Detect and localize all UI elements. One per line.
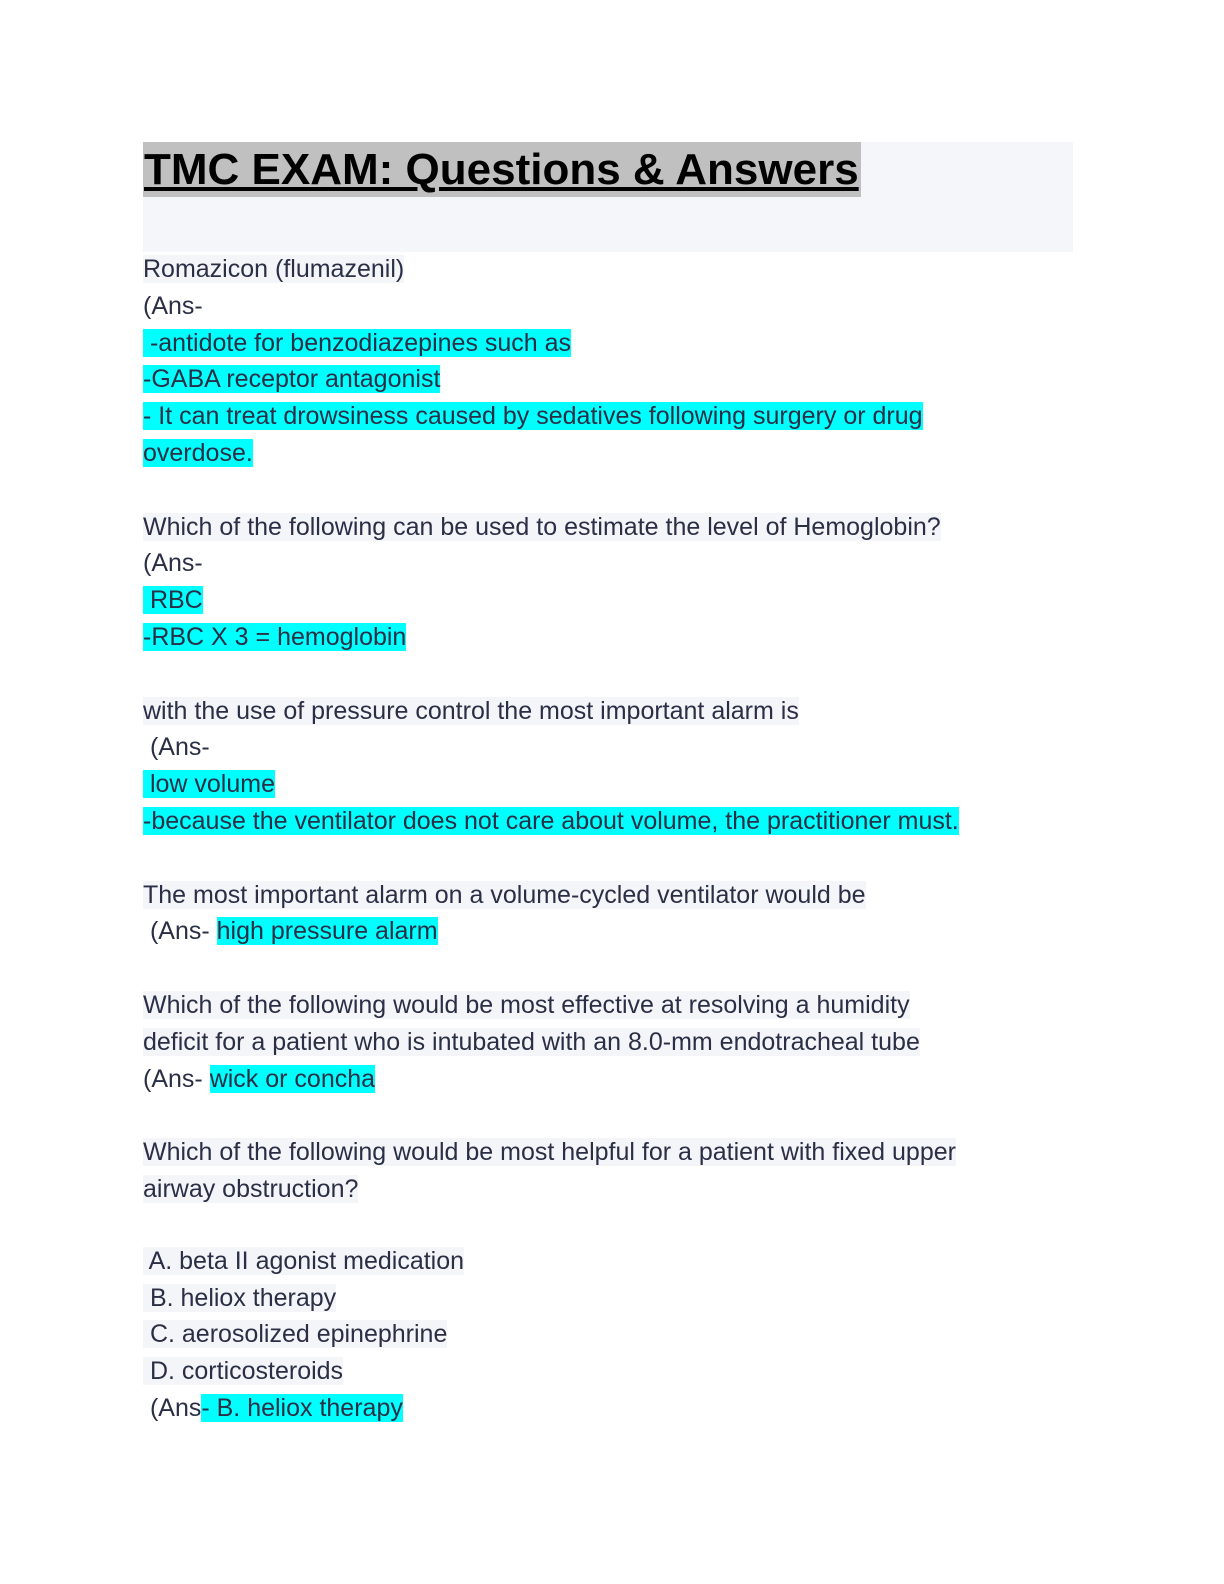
answer-2-prefix: (Ans- xyxy=(143,549,203,578)
answer-4: (Ans- high pressure alarm xyxy=(143,917,438,946)
option-a: A. beta II agonist medication xyxy=(143,1246,465,1275)
question-1: Romazicon (flumazenil) xyxy=(143,255,405,283)
question-5-line: Which of the following would be most effective at resolving a humidity xyxy=(143,990,910,1019)
answer-6: (Ans- B. heliox therapy xyxy=(143,1393,403,1422)
question-2: Which of the following can be used to estimate the level of Hemoglobin? xyxy=(143,512,941,541)
answer-1-line: overdose. xyxy=(143,438,253,467)
question-6-line: Which of the following would be most helpful for a patient with fixed upper xyxy=(143,1138,956,1167)
answer-1-line: - It can treat drowsiness caused by sedatives following surgery or drug xyxy=(143,402,923,431)
question-6-line: airway obstruction? xyxy=(143,1174,359,1203)
question-4: The most important alarm on a volume-cycled ventilator would be xyxy=(143,880,866,909)
question-3: with the use of pressure control the most important alarm is xyxy=(143,696,799,725)
option-b: B. heliox therapy xyxy=(143,1283,337,1312)
answer-3-line: low volume xyxy=(143,770,275,799)
answer-2-line: RBC xyxy=(143,586,203,615)
answer-1-prefix: (Ans- xyxy=(143,291,203,320)
answer-3-line: -because the ventilator does not care about volume, the practitioner must. xyxy=(143,806,959,835)
title-block xyxy=(143,142,1073,252)
answer-3-prefix: (Ans- xyxy=(143,733,210,762)
page-title: TMC EXAM: Questions & Answers xyxy=(143,142,861,197)
option-d: D. corticosteroids xyxy=(143,1357,344,1386)
answer-5: (Ans- wick or concha xyxy=(143,1064,376,1093)
answer-1-line: -GABA receptor antagonist xyxy=(143,365,441,394)
qa-content xyxy=(143,251,1103,1427)
option-c: C. aerosolized epinephrine xyxy=(143,1320,448,1349)
answer-1-line: -antidote for benzodiazepines such as xyxy=(143,328,572,357)
question-5-line: deficit for a patient who is intubated with an 8.0-mm endotracheal tube xyxy=(143,1027,920,1056)
answer-2-line: -RBC X 3 = hemoglobin xyxy=(143,622,407,651)
